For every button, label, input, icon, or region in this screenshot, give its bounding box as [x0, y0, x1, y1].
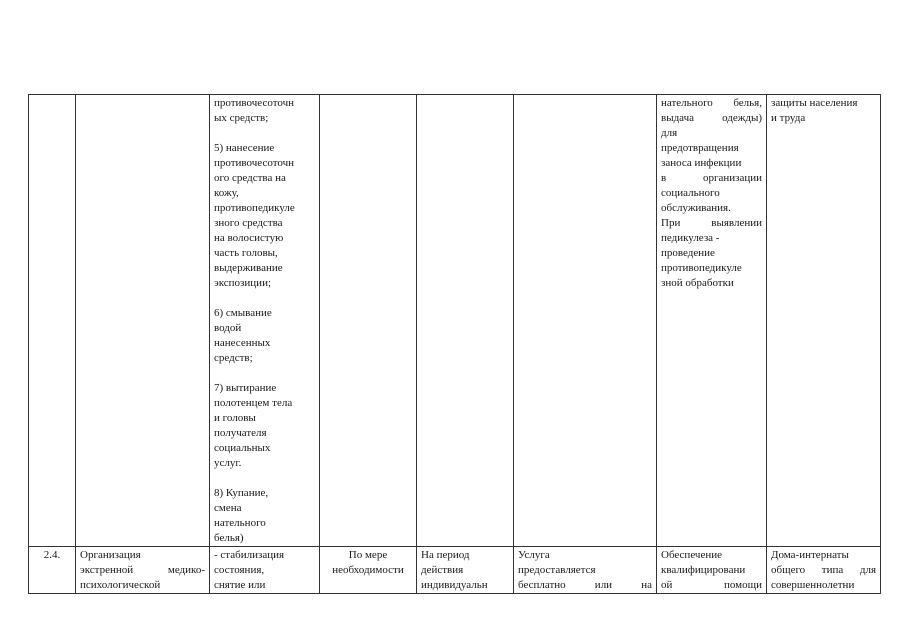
cell-service-name: [76, 547, 210, 594]
quality-line: педикулеза -: [661, 232, 720, 244]
quality-line: ой помощи: [661, 579, 762, 591]
quality-line: нательного белья,: [661, 97, 762, 109]
quality-line: предотвращения: [661, 142, 739, 154]
quality-line: квалифицировани: [661, 564, 746, 576]
cell-service-content: [210, 95, 320, 547]
service-line: Организация: [80, 549, 141, 561]
conditions-line: предоставляется: [518, 564, 596, 576]
frequency-text: По мере необходимости: [332, 549, 404, 576]
quality-line: Обеспечение: [661, 549, 722, 561]
quality-line: для: [661, 127, 678, 139]
cell-number: [29, 547, 76, 594]
cell-conditions: [514, 95, 657, 547]
cell-provider: [767, 547, 881, 594]
cell-quality-indicators: [657, 95, 767, 547]
cell-term: [417, 547, 514, 594]
quality-line: противопедикуле: [661, 262, 742, 274]
content-block-1: противочесоточн ых средств;: [214, 97, 294, 124]
quality-line: выдача одежды): [661, 112, 762, 124]
provider-line: Дома-интернаты: [771, 549, 849, 561]
quality-line: обслуживания.: [661, 202, 731, 214]
provider-line: совершеннолетни: [771, 579, 855, 591]
conditions-line: бесплатно или на: [518, 579, 652, 591]
term-text: На период действия индивидуальн: [421, 549, 488, 591]
provider-text: защиты населения и труда: [771, 97, 858, 124]
cell-term: [417, 95, 514, 547]
content-block-4: 7) вытирание полотенцем тела и головы получателя социальных услуг.: [214, 382, 293, 469]
cell-service-name: [76, 95, 210, 547]
conditions-line: Услуга: [518, 549, 550, 561]
content-block-3: 6) смывание водой нанесенных средств;: [214, 307, 272, 364]
cell-frequency: [320, 95, 417, 547]
services-table: [28, 94, 881, 594]
content-block-2: 5) нанесение противочесоточн ого средства на кожу, противопедикуле зного средства на волосистую часть головы, выдерживание экспозиции;: [214, 142, 295, 289]
table-row-continued: [29, 95, 881, 547]
quality-line: При выявлении: [661, 217, 762, 229]
service-line: психологической: [80, 579, 161, 591]
quality-line: зной обработки: [661, 277, 734, 289]
cell-quality-indicators: [657, 547, 767, 594]
content-block-5: 8) Купание, смена нательного белья): [214, 487, 269, 544]
cell-service-content: [210, 547, 320, 594]
quality-line: заноса инфекции: [661, 157, 742, 169]
provider-line: общего типа для: [771, 564, 876, 576]
service-line: экстренной медико-: [80, 564, 205, 576]
quality-line: в организации: [661, 172, 762, 184]
row-number: 2.4.: [43, 549, 61, 561]
content-text: - стабилизация состояния, снятие или: [214, 549, 285, 591]
table-row-2-4: [29, 547, 881, 594]
cell-number: [29, 95, 76, 547]
cell-frequency: [320, 547, 417, 594]
cell-provider: [767, 95, 881, 547]
cell-conditions: [514, 547, 657, 594]
quality-line: социального: [661, 187, 720, 199]
quality-line: проведение: [661, 247, 715, 259]
